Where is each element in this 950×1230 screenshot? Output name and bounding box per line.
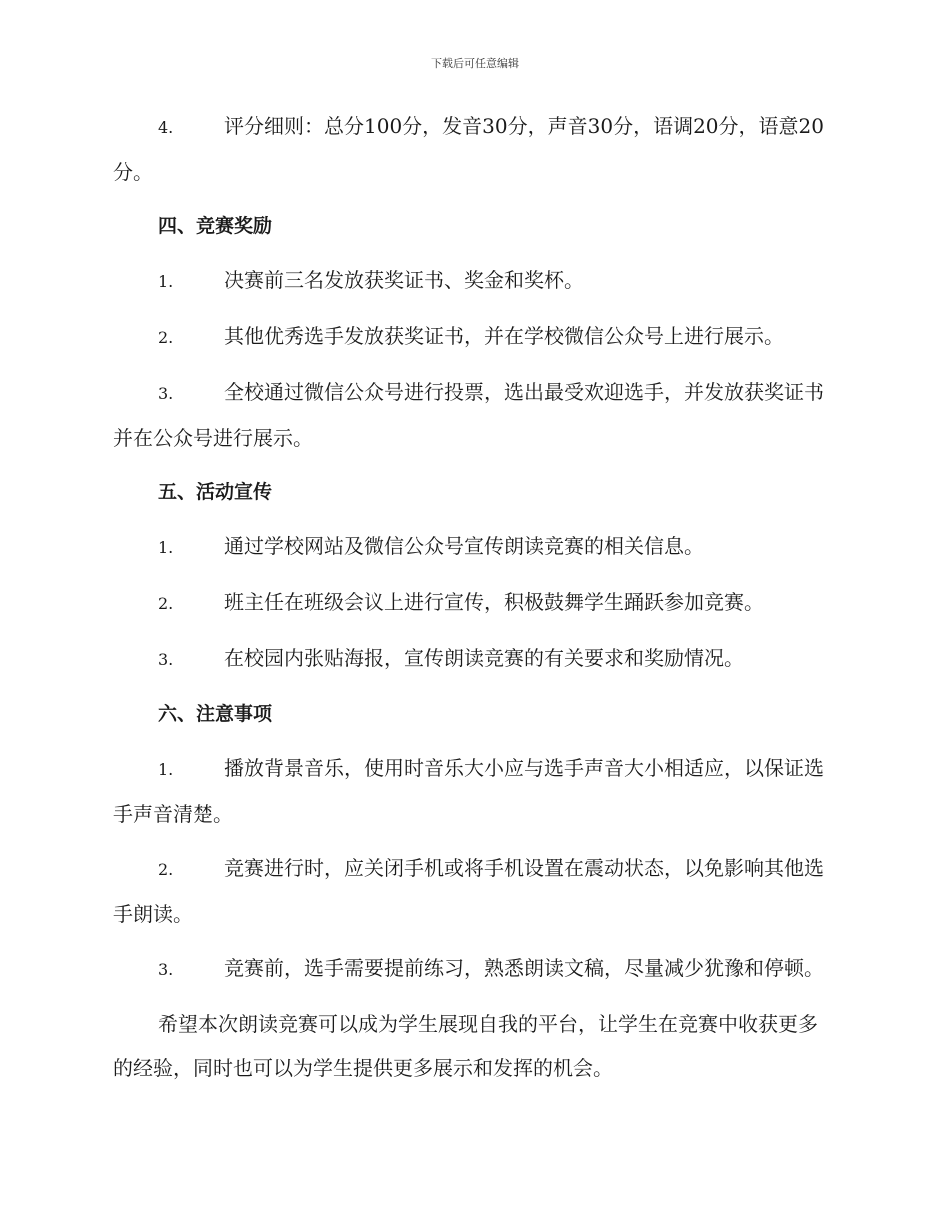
item-number: 2. [158, 860, 174, 879]
list-item [113, 370, 833, 460]
item-text: 其他优秀选手发放获奖证书，并在学校微信公众号上进行展示。 [224, 324, 784, 348]
section-heading-promotion: 五、活动宣传 [158, 481, 273, 503]
item-text: 播放背景音乐，使用时音乐大小应与选手声音大小相适应，以保证选手声音清楚。 [113, 756, 824, 826]
item-number: 1. [158, 760, 174, 779]
list-item [113, 580, 833, 626]
item-number: 2. [158, 328, 174, 347]
list-item [113, 636, 833, 682]
page-header: 下载后可任意编辑 [431, 57, 519, 70]
item-number: 1. [158, 272, 174, 291]
closing-paragraph: 希望本次朗读竞赛可以成为学生展现自我的平台，让学生在竞赛中收获更多的经验，同时也可以为学生提供更多展示和发挥的机会。 [113, 1012, 818, 1080]
document-body [113, 104, 833, 1100]
item-text: 班主任在班级会议上进行宣传，积极鼓舞学生踊跃参加竞赛。 [224, 590, 764, 614]
item-number: 1. [158, 538, 174, 557]
list-item [113, 946, 833, 992]
list-item [113, 314, 833, 360]
list-item [113, 524, 833, 570]
item-number: 3. [158, 384, 174, 403]
item-number: 4. [158, 118, 174, 137]
item-number: 3. [158, 650, 174, 669]
item-text: 评分细则：总分100分，发音30分，声音30分，语调20分，语意20分。 [113, 114, 824, 184]
list-item [113, 846, 833, 936]
section-heading-notes: 六、注意事项 [158, 703, 273, 725]
item-text: 全校通过微信公众号进行投票，选出最受欢迎选手，并发放获奖证书并在公众号进行展示。 [113, 380, 824, 450]
item-number: 2. [158, 594, 174, 613]
item-text: 在校园内张贴海报，宣传朗读竞赛的有关要求和奖励情况。 [224, 646, 744, 670]
item-text: 通过学校网站及微信公众号宣传朗读竞赛的相关信息。 [224, 534, 704, 558]
item-text: 竞赛进行时，应关闭手机或将手机设置在震动状态，以免影响其他选手朗读。 [113, 856, 824, 926]
item-text: 竞赛前，选手需要提前练习，熟悉朗读文稿，尽量减少犹豫和停顿。 [224, 956, 824, 980]
item-text: 决赛前三名发放获奖证书、奖金和奖杯。 [224, 268, 584, 292]
list-item [113, 258, 833, 304]
section-heading-rewards: 四、竞赛奖励 [158, 215, 273, 237]
list-item [113, 104, 833, 194]
list-item [113, 746, 833, 836]
item-number: 3. [158, 960, 174, 979]
